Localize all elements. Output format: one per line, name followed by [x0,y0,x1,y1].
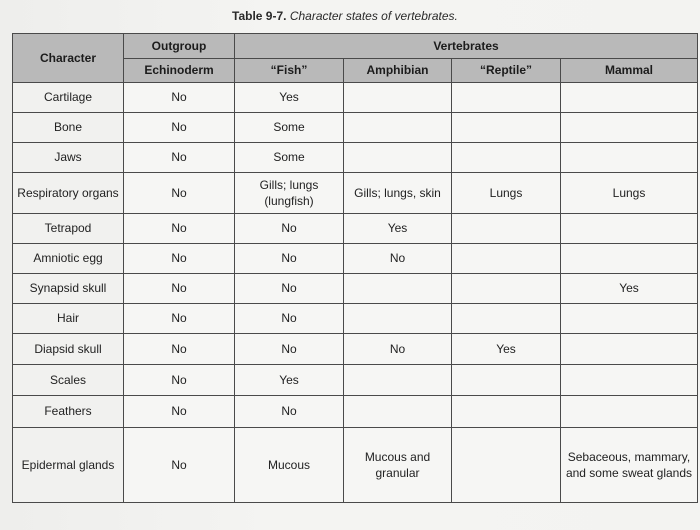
echinoderm-cell: No [124,113,235,143]
reptile-cell [452,83,561,113]
mammal-cell [561,113,698,143]
caption-label: Table 9-7. [232,9,287,23]
amphibian-cell: Gills; lungs, skin [344,173,452,214]
mammal-cell [561,365,698,396]
mammal-cell [561,83,698,113]
amphibian-cell: Mucous and granular [344,428,452,503]
fish-cell: No [235,396,344,428]
fish-cell: Gills; lungs (lungfish) [235,173,344,214]
table-row [13,428,698,503]
mammal-cell [561,396,698,428]
header-reptile: “Reptile” [452,59,561,83]
fish-cell: No [235,274,344,304]
fish-cell: No [235,304,344,334]
echinoderm-cell: No [124,214,235,244]
mammal-cell [561,244,698,274]
echinoderm-cell: No [124,428,235,503]
header-character: Character [13,34,124,83]
header-mammal: Mammal [561,59,698,83]
mammal-cell [561,334,698,365]
mammal-cell: Sebaceous, mammary, and some sweat glands [561,428,698,503]
echinoderm-cell: No [124,274,235,304]
header-vertebrates: Vertebrates [235,34,698,59]
table-row [13,83,698,113]
character-cell: Tetrapod [13,214,124,244]
character-cell: Epidermal glands [13,428,124,503]
reptile-cell [452,274,561,304]
amphibian-cell [344,143,452,173]
amphibian-cell [344,113,452,143]
mammal-cell: Yes [561,274,698,304]
echinoderm-cell: No [124,365,235,396]
reptile-cell [452,365,561,396]
amphibian-cell [344,396,452,428]
character-cell: Respiratory organs [13,173,124,214]
fish-cell: No [235,244,344,274]
reptile-cell: Lungs [452,173,561,214]
character-cell: Diapsid skull [13,334,124,365]
echinoderm-cell: No [124,334,235,365]
amphibian-cell [344,274,452,304]
table-row [13,113,698,143]
table-row [13,244,698,274]
amphibian-cell [344,83,452,113]
character-cell: Feathers [13,396,124,428]
echinoderm-cell: No [124,83,235,113]
header-echinoderm: Echinoderm [124,59,235,83]
fish-cell: Some [235,113,344,143]
header-amphibian: Amphibian [344,59,452,83]
echinoderm-cell: No [124,304,235,334]
amphibian-cell [344,365,452,396]
reptile-cell [452,396,561,428]
reptile-cell: Yes [452,334,561,365]
echinoderm-cell: No [124,143,235,173]
fish-cell: No [235,214,344,244]
mammal-cell [561,214,698,244]
reptile-cell [452,244,561,274]
header-fish: “Fish” [235,59,344,83]
amphibian-cell: No [344,334,452,365]
table-row [13,214,698,244]
character-cell: Hair [13,304,124,334]
character-cell: Synapsid skull [13,274,124,304]
header-outgroup: Outgroup [124,34,235,59]
table-row [13,143,698,173]
mammal-cell [561,143,698,173]
fish-cell: Yes [235,83,344,113]
echinoderm-cell: No [124,173,235,214]
character-cell: Jaws [13,143,124,173]
fish-cell: Some [235,143,344,173]
fish-cell: Yes [235,365,344,396]
table-row [13,173,698,214]
reptile-cell [452,143,561,173]
table-row [13,304,698,334]
character-cell: Bone [13,113,124,143]
table-caption [232,9,458,23]
caption-text: Character states of vertebrates. [289,9,458,23]
mammal-cell [561,304,698,334]
table-body [13,83,698,503]
character-states-table [12,33,698,503]
table-row [13,365,698,396]
fish-cell: No [235,334,344,365]
character-cell: Cartilage [13,83,124,113]
reptile-cell [452,304,561,334]
amphibian-cell: Yes [344,214,452,244]
echinoderm-cell: No [124,244,235,274]
table-row [13,274,698,304]
mammal-cell: Lungs [561,173,698,214]
reptile-cell [452,113,561,143]
table-row [13,396,698,428]
character-cell: Amniotic egg [13,244,124,274]
reptile-cell [452,428,561,503]
echinoderm-cell: No [124,396,235,428]
amphibian-cell [344,304,452,334]
table-row [13,334,698,365]
character-cell: Scales [13,365,124,396]
amphibian-cell: No [344,244,452,274]
reptile-cell [452,214,561,244]
table-header [13,34,698,83]
fish-cell: Mucous [235,428,344,503]
